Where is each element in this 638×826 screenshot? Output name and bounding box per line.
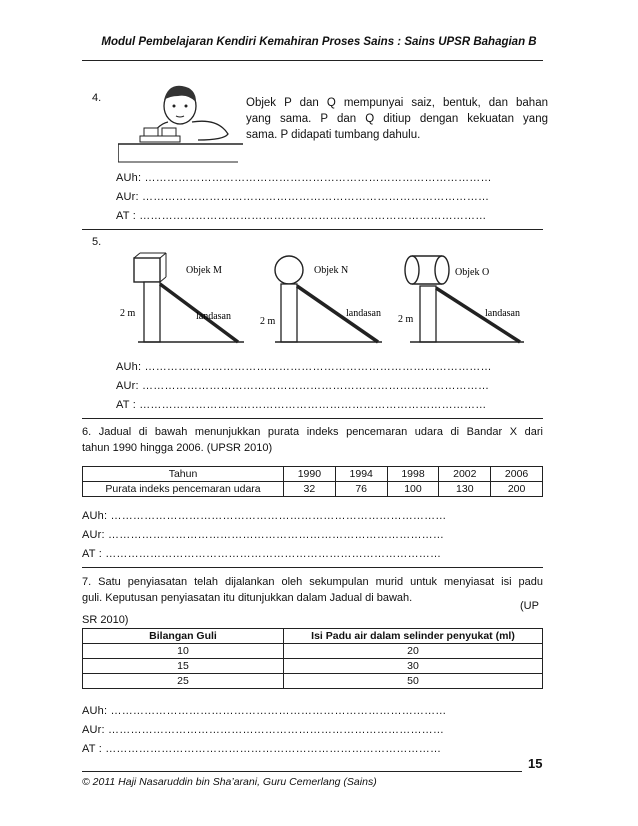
q6-col-1994: 1994 — [335, 467, 387, 482]
page-number: 15 — [528, 756, 543, 771]
q7-cell: 25 — [83, 674, 284, 689]
q4-text-line-1: Objek P dan Q mempunyai saiz, bentuk, dan bahan — [246, 97, 548, 109]
q4-text-line-2: yang sama. P dan Q ditiup dengan kekuatan yang — [246, 113, 548, 125]
q6-answer-aur[interactable]: AUr: ……………………………………………………………………………… — [82, 529, 445, 541]
q6-cell: 76 — [335, 482, 387, 497]
header-rule — [82, 60, 543, 61]
q7-source-a: (UP — [520, 600, 539, 612]
q4-text-line-3: sama. P didapati tumbang dahulu. — [246, 129, 421, 141]
section-divider — [82, 229, 543, 230]
figure-cube — [120, 253, 244, 342]
q7-col-guli: Bilangan Guli — [83, 629, 284, 644]
q6-answer-at[interactable]: AT : ……………………………………………………………………………… — [82, 548, 442, 560]
q6-table — [82, 466, 543, 497]
q7-table-header-row — [83, 629, 543, 644]
q7-text-line-2: guli. Keputusan penyiasatan itu ditunjukkan dalam Jadual di bawah. — [82, 592, 413, 604]
figure-cube-label: Objek M — [186, 265, 222, 276]
q6-text-line-2: tahun 1990 hingga 2006. (UPSR 2010) — [82, 442, 273, 454]
q6-col-1998: 1998 — [387, 467, 439, 482]
q6-col-1990: 1990 — [284, 467, 336, 482]
q7-cell: 10 — [83, 644, 284, 659]
q5-answer-at[interactable]: AT : ………………………………………………………………………………… — [116, 399, 487, 411]
q6-answer-auh[interactable]: AUh: ……………………………………………………………………………… — [82, 510, 447, 522]
q4-text — [246, 95, 548, 143]
q5-number: 5. — [92, 236, 102, 248]
q6-text-line-1: 6. Jadual di bawah menunjukkan purata indeks pencemaran udara di Bandar X dari — [82, 426, 543, 438]
table-row — [83, 644, 543, 659]
q4-illustration — [118, 84, 243, 164]
figure-cube-ramp: landasan — [196, 311, 231, 322]
figure-cube-height: 2 m — [120, 308, 136, 319]
q6-cell: 130 — [439, 482, 491, 497]
q7-cell: 50 — [284, 674, 543, 689]
q5-answer-auh[interactable]: AUh: ………………………………………………………………………………… — [116, 361, 492, 373]
q7-source-b: SR 2010) — [82, 614, 129, 626]
footer-rule — [82, 771, 522, 772]
q6-text — [82, 424, 543, 456]
section-divider — [82, 567, 543, 568]
q6-table-header-row — [83, 467, 543, 482]
q4-answer-at[interactable]: AT : ………………………………………………………………………………… — [116, 210, 487, 222]
figure-sphere-ramp: landasan — [346, 308, 381, 319]
section-divider — [82, 418, 543, 419]
figure-cylinder — [398, 256, 524, 342]
q7-cell: 30 — [284, 659, 543, 674]
q7-table — [82, 628, 543, 689]
q6-col-2006: 2006 — [491, 467, 543, 482]
q6-col-2002: 2002 — [439, 467, 491, 482]
figure-cylinder-height: 2 m — [398, 314, 414, 325]
q5-figures — [110, 248, 540, 348]
q7-col-isipadu: Isi Padu air dalam selinder penyukat (ml) — [284, 629, 543, 644]
q7-cell: 15 — [83, 659, 284, 674]
q6-col-tahun: Tahun — [83, 467, 284, 482]
figure-sphere-height: 2 m — [260, 316, 276, 327]
page-header: Modul Pembelajaran Kendiri Kemahiran Proses Sains : Sains UPSR Bahagian B — [101, 36, 537, 48]
q7-answer-at[interactable]: AT : ……………………………………………………………………………… — [82, 743, 442, 755]
figure-cylinder-ramp: landasan — [485, 308, 520, 319]
q7-answer-auh[interactable]: AUh: ……………………………………………………………………………… — [82, 705, 447, 717]
figure-cylinder-label: Objek O — [455, 267, 490, 278]
q7-cell: 20 — [284, 644, 543, 659]
q6-row-label: Purata indeks pencemaran udara — [83, 482, 284, 497]
q4-answer-aur[interactable]: AUr: ………………………………………………………………………………… — [116, 191, 490, 203]
table-row — [83, 659, 543, 674]
q6-cell: 100 — [387, 482, 439, 497]
figure-sphere-label: Objek N — [314, 265, 349, 276]
q6-table-row — [83, 482, 543, 497]
q7-text — [82, 574, 543, 606]
q5-answer-aur[interactable]: AUr: ………………………………………………………………………………… — [116, 380, 490, 392]
q4-answer-auh[interactable]: AUh: ………………………………………………………………………………… — [116, 172, 492, 184]
q7-answer-aur[interactable]: AUr: ……………………………………………………………………………… — [82, 724, 445, 736]
q4-number: 4. — [92, 92, 102, 104]
footer-text: © 2011 Haji Nasaruddin bin Sha’arani, Guru Cemerlang (Sains) — [82, 776, 377, 788]
q7-text-line-1: 7. Satu penyiasatan telah dijalankan oleh sekumpulan murid untuk menyiasat isi padu — [82, 576, 543, 588]
table-row — [83, 674, 543, 689]
figure-sphere — [260, 256, 382, 342]
q6-cell: 200 — [491, 482, 543, 497]
q6-cell: 32 — [284, 482, 336, 497]
